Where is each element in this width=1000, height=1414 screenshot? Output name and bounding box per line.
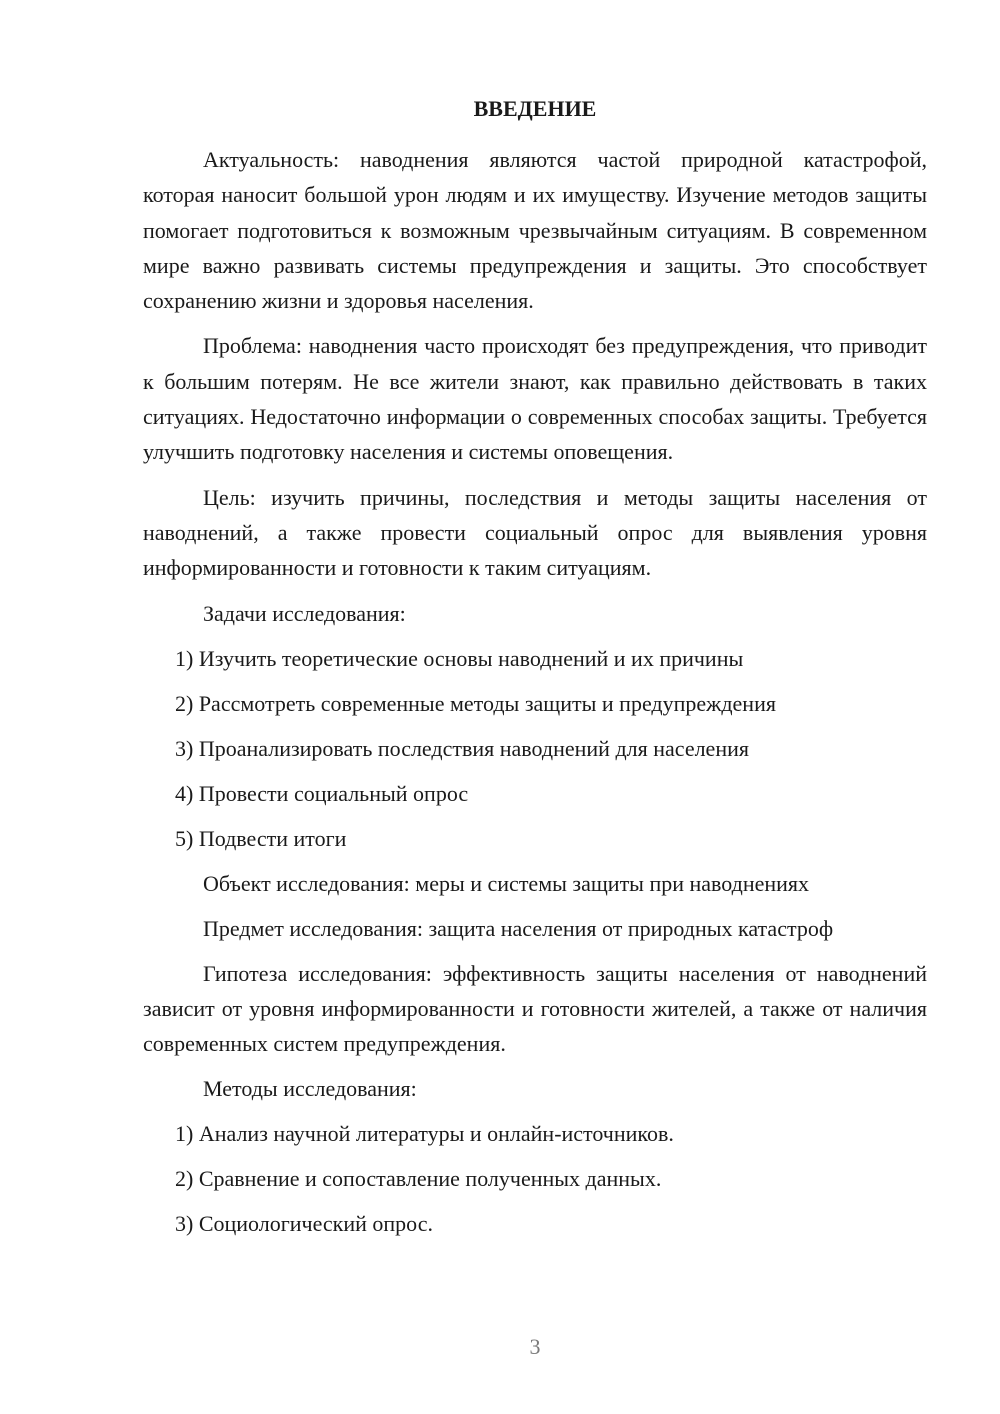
tasks-title: Задачи исследования: bbox=[203, 600, 406, 626]
list-item: 3) Проанализировать последствия наводнений для населения bbox=[175, 735, 749, 761]
methods-list bbox=[143, 1116, 927, 1241]
problem-paragraph: Проблема: наводнения часто происходят без предупреждения, что приводит к большим потерям. Не все жители знают, как правильно действовать в таких ситуациях. Недостаточно информации о современных способах защиты. Требуется улучшить подготовку населения и системы оповещения. bbox=[143, 333, 927, 465]
hypothesis-paragraph: Гипотеза исследования: эффективность защиты населения от наводнений зависит от уровня информированности и готовности жителей, а также от наличия современных систем предупреждения. bbox=[143, 960, 927, 1057]
section-heading: ВВЕДЕНИЕ bbox=[473, 96, 597, 121]
object-paragraph: Объект исследования: меры и системы защиты при наводнениях bbox=[203, 870, 810, 896]
list-item: 2) Сравнение и сопоставление полученных данных. bbox=[175, 1166, 662, 1192]
page-number: 3 bbox=[529, 1334, 541, 1359]
page-content bbox=[143, 94, 927, 1251]
list-item: 4) Провести социальный опрос bbox=[175, 780, 469, 806]
list-item: 2) Рассмотреть современные методы защиты и предупреждения bbox=[175, 690, 776, 716]
subject-paragraph: Предмет исследования: защита населения от природных катастроф bbox=[203, 915, 834, 941]
goal-paragraph: Цель: изучить причины, последствия и методы защиты населения от наводнений, а также провести социальный опрос для выявления уровня информированности и готовности к таким ситуациям. bbox=[143, 484, 927, 581]
list-item: 3) Социологический опрос. bbox=[175, 1211, 433, 1237]
tasks-list bbox=[143, 641, 927, 856]
list-item: 5) Подвести итоги bbox=[175, 825, 347, 851]
relevance-paragraph: Актуальность: наводнения являются частой природной катастрофой, которая наносит большой урон людям и их имуществу. Изучение методов защиты помогает подготовиться к возможным чрезвычайным ситуациям. В современном мире важно развивать системы предупреждения и защиты. Это способствует сохранению жизни и здоровья населения. bbox=[143, 147, 927, 314]
list-item: 1) Изучить теоретические основы наводнений и их причины bbox=[175, 645, 744, 671]
methods-title: Методы исследования: bbox=[203, 1076, 417, 1102]
list-item: 1) Анализ научной литературы и онлайн-источников. bbox=[175, 1121, 674, 1147]
